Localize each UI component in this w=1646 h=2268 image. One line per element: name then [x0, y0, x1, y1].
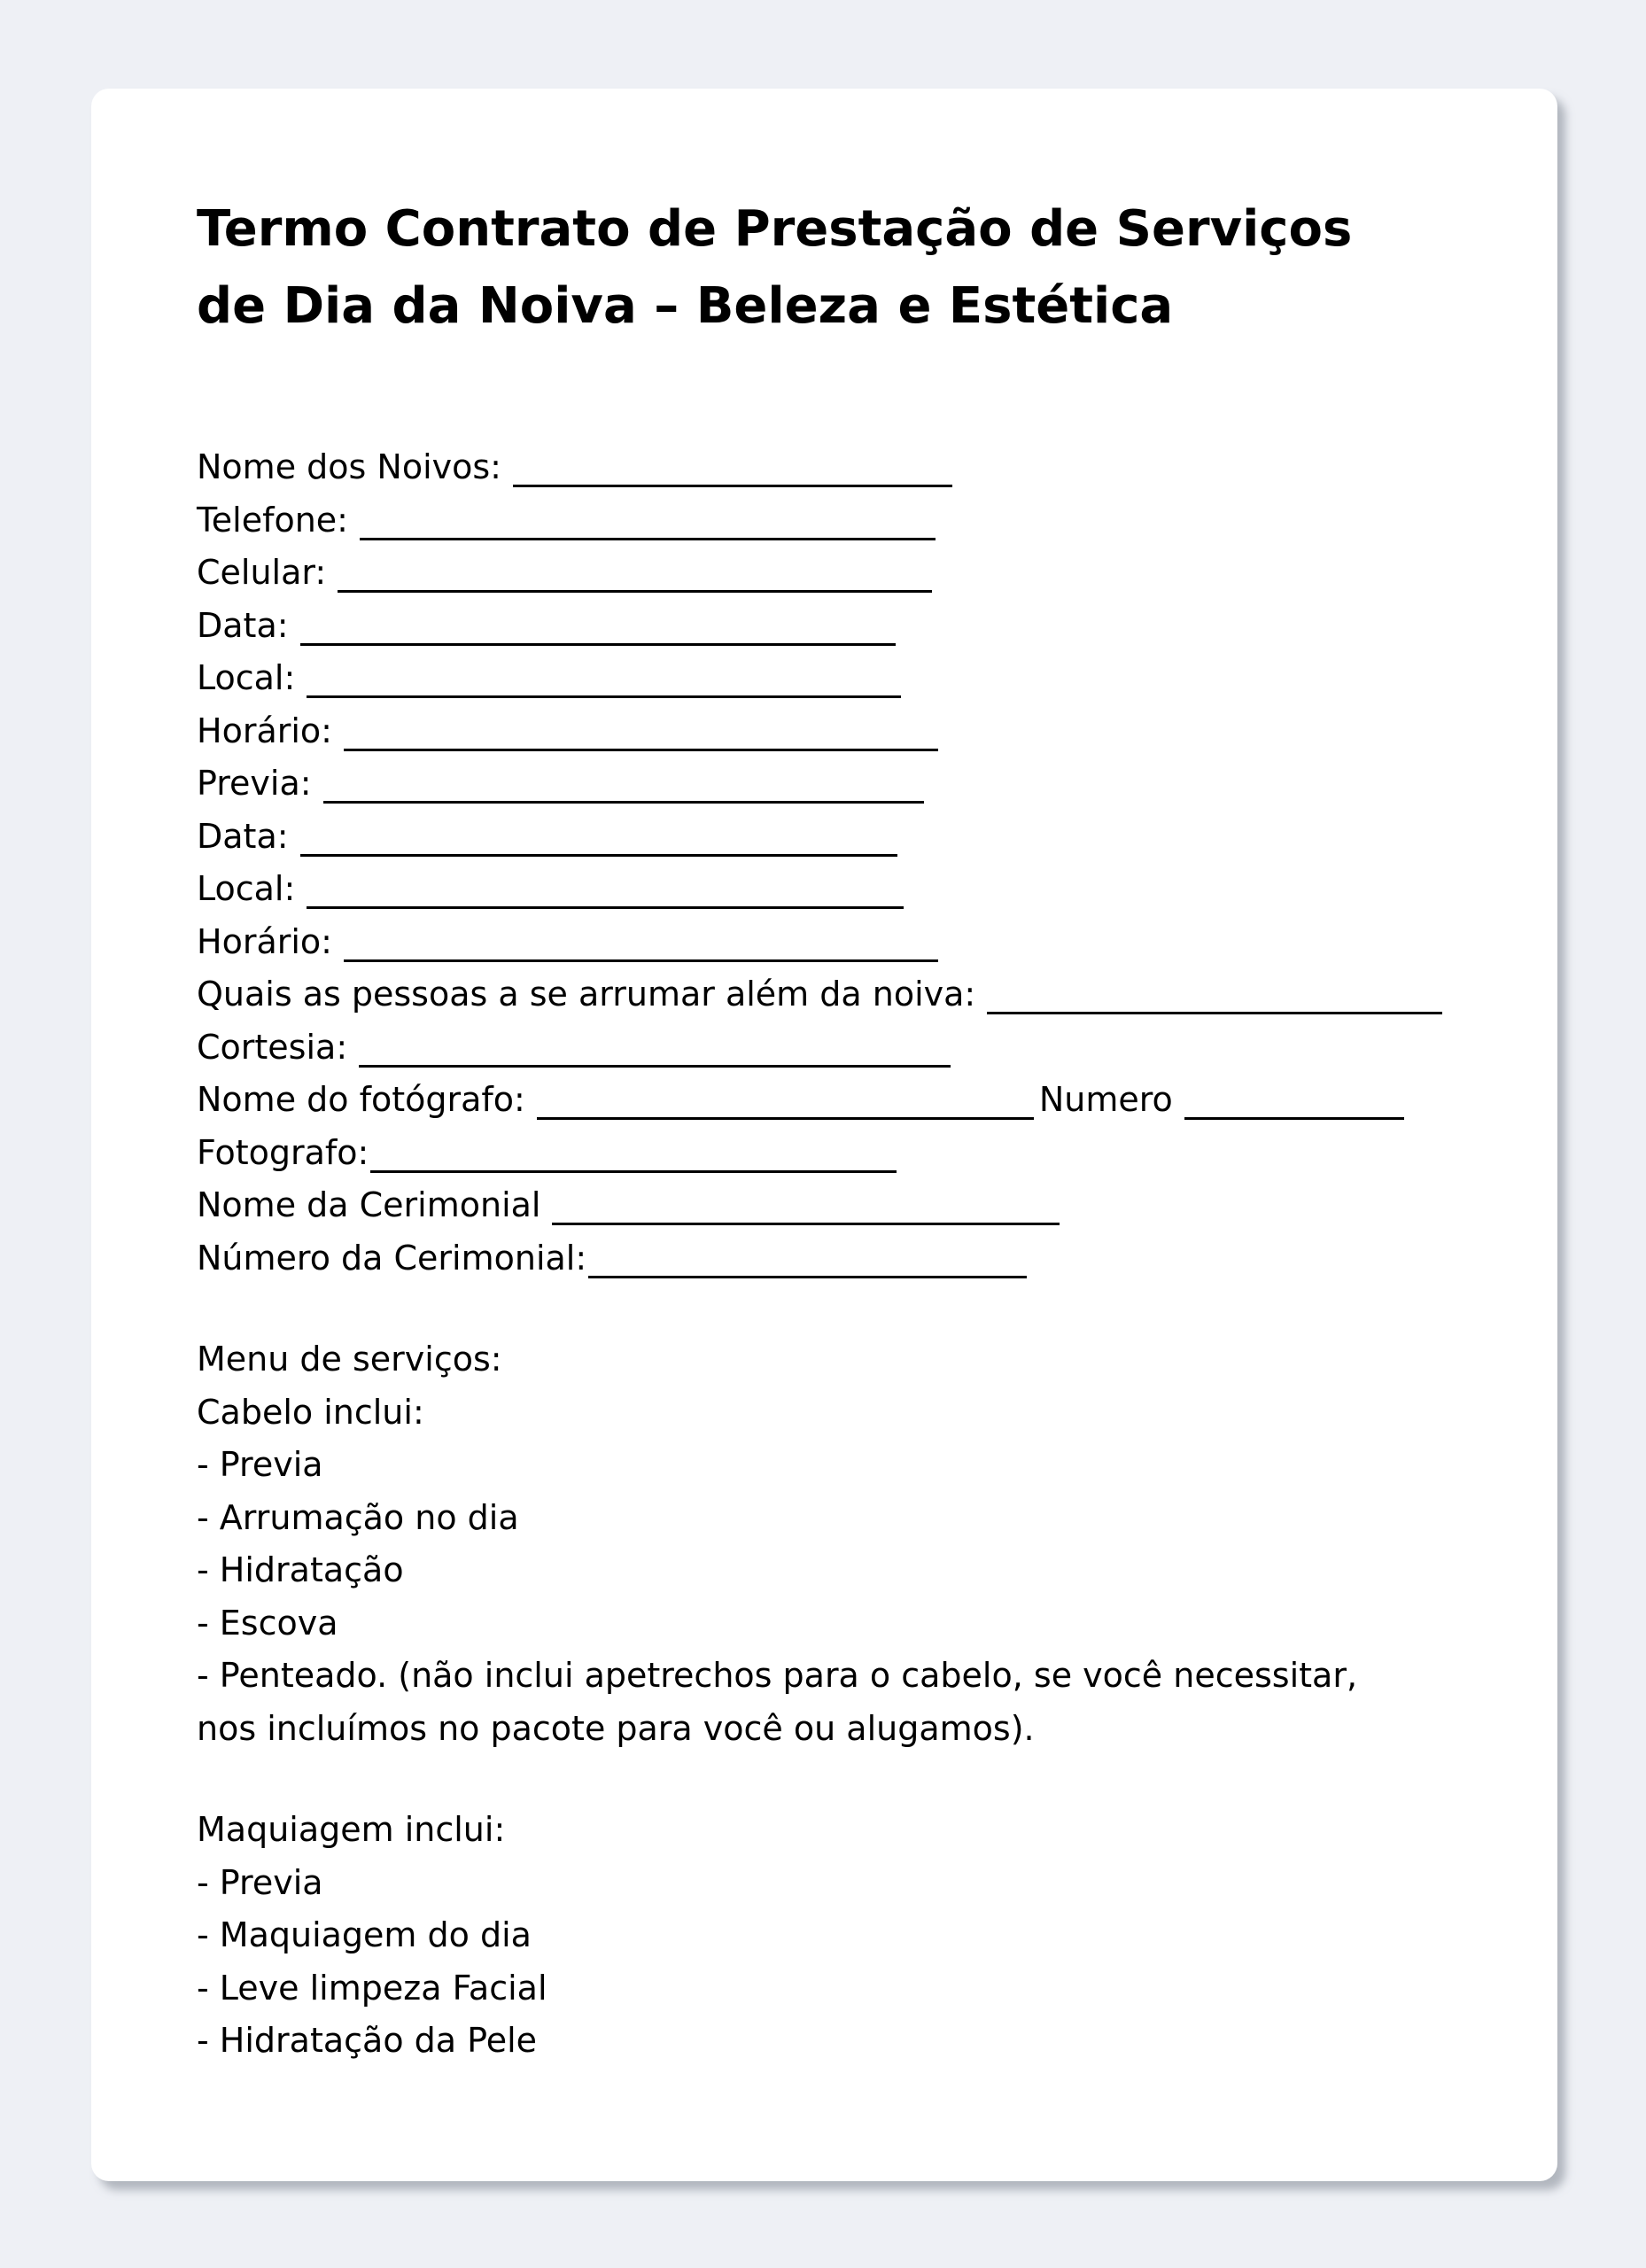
field-label-horario-2: Horário:: [197, 921, 332, 961]
field-row-celular: [197, 547, 1504, 600]
document-title-line2: de Dia da Noiva – Beleza e Estética: [197, 277, 1174, 335]
document-title-line1: Termo Contrato de Prestação de Serviços: [197, 200, 1353, 258]
blank-line-local-1: [307, 690, 901, 698]
field-label-previa: Previa:: [197, 764, 312, 803]
section-maquiagem-line-1: Maquiagem inclui:: [197, 1810, 506, 1849]
section-menu-cabelo-line-4: - Arrumação no dia: [197, 1497, 519, 1537]
field-row-numero-da-cerimonial: [197, 1232, 1504, 1285]
blank-line-nome-do-fotografo: [537, 1112, 1034, 1120]
field-label-nome-da-cerimonial: Nome da Cerimonial: [197, 1185, 541, 1224]
section-maquiagem-line-3: - Maquiagem do dia: [197, 1915, 532, 1954]
field-row-data-1: [197, 600, 1504, 653]
section-menu-cabelo-line-6: - Escova: [197, 1603, 338, 1643]
blank-line-pessoas-alem-da-noiva: [987, 1006, 1442, 1014]
section-menu-cabelo-line-5: - Hidratação: [197, 1550, 404, 1589]
blank-line-previa: [323, 796, 924, 804]
field-row-data-2: [197, 811, 1504, 864]
blank-line-nome-do-fotografo-extra: [1184, 1112, 1404, 1120]
field-row-nome-do-fotografo: [197, 1074, 1504, 1127]
field-label-telefone: Telefone:: [197, 500, 348, 540]
field-label-horario-1: Horário:: [197, 711, 332, 750]
field-label-nome-do-fotografo: Nome do fotógrafo:: [197, 1080, 525, 1119]
section-menu-cabelo-line-2: Cabelo inclui:: [197, 1392, 424, 1432]
field-label-fotografo: Fotografo:: [197, 1132, 369, 1172]
section-menu-cabelo-line-8: nos incluímos no pacote para você ou alugamos).: [197, 1708, 1035, 1748]
blank-line-data-1: [300, 638, 896, 646]
field-row-telefone: [197, 494, 1504, 548]
blank-line-horario-2: [344, 954, 938, 962]
field-label-celular: Celular:: [197, 553, 327, 592]
form-fields: [197, 441, 1504, 1285]
blank-line-numero-da-cerimonial: [588, 1270, 1027, 1278]
field-label-data-1: Data:: [197, 605, 289, 645]
section-menu-cabelo-line-1: Menu de serviços:: [197, 1340, 502, 1379]
field-row-nome-dos-noivos: [197, 441, 1504, 494]
section-menu-cabelo: [197, 1333, 1504, 1755]
blank-line-nome-dos-noivos: [513, 479, 952, 487]
section-maquiagem-line-5: - Hidratação da Pele: [197, 2021, 538, 2060]
blank-line-telefone: [360, 532, 936, 540]
field-label-local-2: Local:: [197, 869, 296, 908]
section-menu-cabelo-line-3: - Previa: [197, 1445, 323, 1484]
field-label-local-1: Local:: [197, 658, 296, 697]
blank-line-cortesia: [359, 1060, 951, 1068]
blank-line-data-2: [300, 849, 897, 857]
field-label-numero-da-cerimonial: Número da Cerimonial:: [197, 1238, 587, 1278]
section-maquiagem-line-2: - Previa: [197, 1862, 323, 1902]
field-label-cortesia: Cortesia:: [197, 1027, 348, 1067]
blank-line-nome-da-cerimonial: [552, 1217, 1060, 1225]
document-page: [91, 89, 1557, 2181]
document-title: [197, 190, 1504, 345]
field-row-previa: [197, 757, 1504, 811]
field-row-cortesia: [197, 1021, 1504, 1075]
section-maquiagem: [197, 1804, 1504, 2068]
section-menu-cabelo-line-7: - Penteado. (não inclui apetrechos para o cabelo, se você necessitar,: [197, 1656, 1358, 1695]
field-row-horario-1: [197, 705, 1504, 758]
field-row-horario-2: [197, 916, 1504, 969]
blank-line-local-2: [307, 901, 904, 909]
field-row-pessoas-alem-da-noiva: [197, 968, 1504, 1021]
field-row-nome-da-cerimonial: [197, 1179, 1504, 1232]
blank-line-horario-1: [344, 743, 938, 751]
field-row-fotografo: [197, 1127, 1504, 1180]
field-label-nome-dos-noivos: Nome dos Noivos:: [197, 447, 501, 486]
section-maquiagem-line-4: - Leve limpeza Facial: [197, 1968, 547, 2008]
field-label-pessoas-alem-da-noiva: Quais as pessoas a se arrumar além da noiva:: [197, 975, 976, 1014]
blank-line-fotografo: [370, 1165, 897, 1173]
field-row-local-1: [197, 652, 1504, 705]
field-label-data-2: Data:: [197, 816, 289, 856]
blank-line-celular: [338, 585, 932, 593]
field-row-local-2: [197, 863, 1504, 916]
field-label-nome-do-fotografo-extra: Numero: [1038, 1080, 1173, 1119]
